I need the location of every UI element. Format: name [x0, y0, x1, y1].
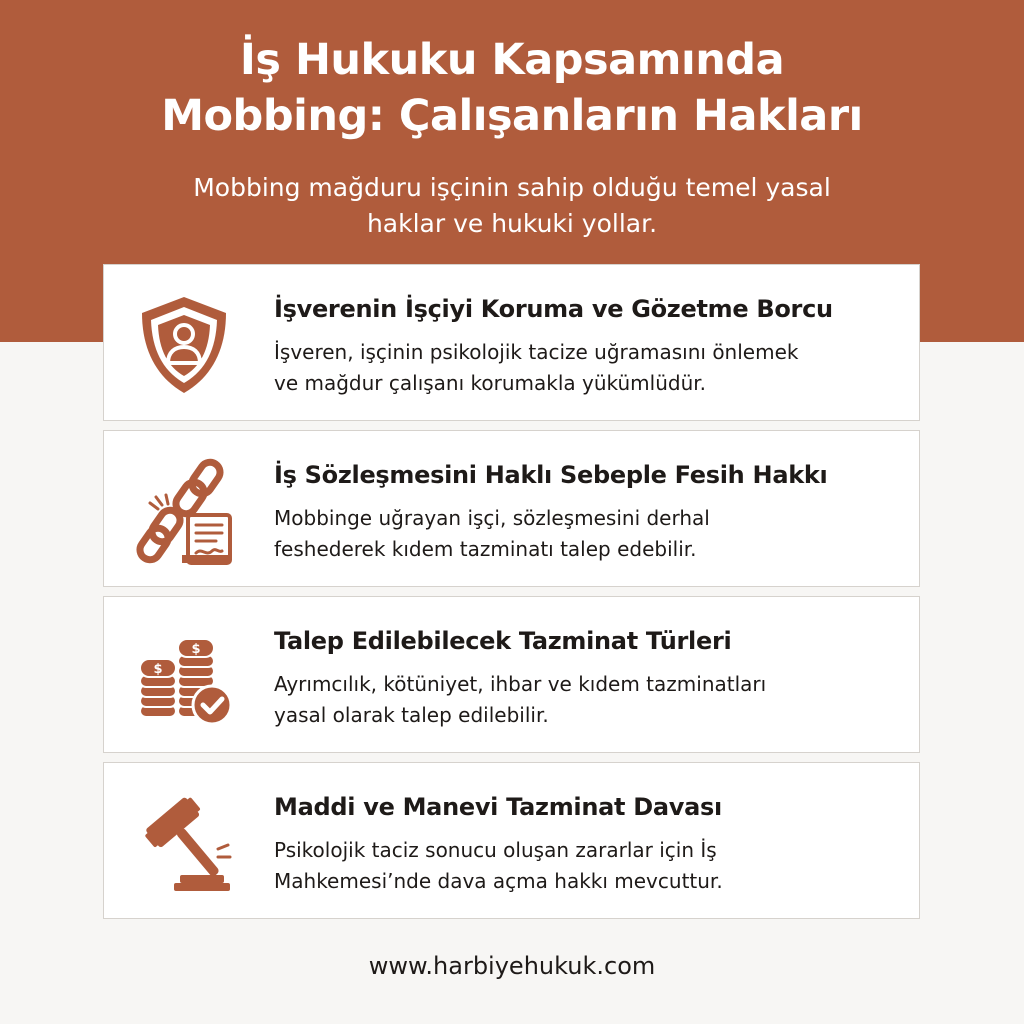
page-subtitle: [0, 170, 1024, 242]
title-line-1: İş Hukuku Kapsamında: [239, 35, 785, 85]
card-title: İşverenin İşçiyi Koruma ve Gözetme Borcu: [274, 295, 833, 323]
card-protection-duty: [103, 264, 920, 421]
card-description-line: İşveren, işçinin psikolojik tacize uğramasını önlemek: [274, 340, 799, 364]
card-title: Talep Edilebilecek Tazminat Türleri: [274, 627, 732, 655]
card-compensation-types: [103, 596, 920, 753]
card-title: Maddi ve Manevi Tazminat Davası: [274, 793, 722, 821]
page-title: [0, 32, 1024, 144]
shield-person-icon: [130, 291, 238, 399]
title-line-2: Mobbing: Çalışanların Hakları: [161, 91, 863, 141]
card-description-line: feshederek kıdem tazminatı talep edebilir.: [274, 537, 697, 561]
card-description-line: Mobbinge uğrayan işçi, sözleşmesini derhal: [274, 506, 710, 530]
card-description-line: ve mağdur çalışanı korumakla yükümlüdür.: [274, 371, 706, 395]
footer-website-link[interactable]: www.harbiyehukuk.com: [368, 952, 656, 980]
card-description-line: Ayrımcılık, kötüniyet, ihbar ve kıdem tazminatları: [274, 672, 767, 696]
card-title: İş Sözleşmesini Haklı Sebeple Fesih Hakkı: [274, 461, 828, 489]
gavel-icon: [130, 789, 238, 897]
coin-stacks-check-icon: [130, 623, 238, 731]
card-description: [274, 669, 904, 731]
card-description: [274, 503, 904, 565]
subtitle-line-2: haklar ve hukuki yollar.: [366, 209, 658, 238]
card-description-line: yasal olarak talep edilebilir.: [274, 703, 549, 727]
broken-chain-document-icon: [130, 457, 238, 565]
svg-text:$: $: [153, 662, 163, 677]
card-damages-lawsuit: [103, 762, 920, 919]
subtitle-line-1: Mobbing mağduru işçinin sahip olduğu temel yasal: [193, 173, 831, 202]
svg-text:$: $: [191, 642, 201, 657]
card-description-line: Psikolojik taciz sonucu oluşan zararlar için İş: [274, 838, 717, 862]
card-description: [274, 835, 904, 897]
card-description-line: Mahkemesi’nde dava açma hakkı mevcuttur.: [274, 869, 723, 893]
card-termination-right: [103, 430, 920, 587]
card-description: [274, 337, 904, 399]
